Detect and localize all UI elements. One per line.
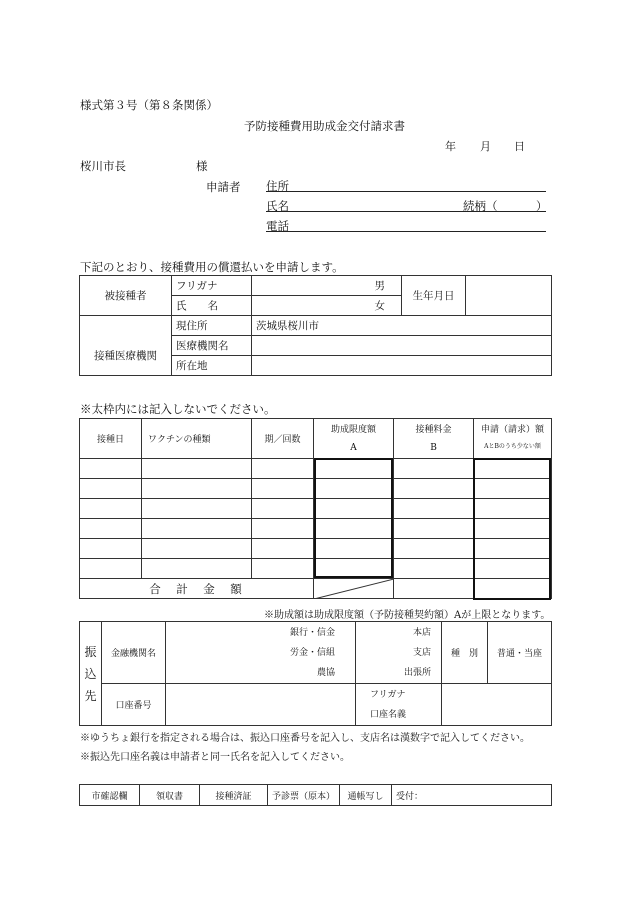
cell-fee[interactable] [394,479,474,499]
vaccinee-label: 被接種者 [80,276,172,316]
cell-dose[interactable] [252,499,314,519]
header-claim-label: 申請（請求）額 [480,425,544,435]
cell-dose[interactable] [252,459,314,479]
header-limit [314,419,394,459]
cell-vaccine[interactable] [142,539,252,559]
bank-table [79,621,552,726]
form-number: 様式第３号（第８条関係） [80,98,218,112]
applicant-address-line[interactable] [266,191,546,192]
cell-dose[interactable] [252,519,314,539]
header-limit-sub: A [350,442,357,453]
date-year-label: 年 [445,140,456,153]
recipient-name: 桜川市長 [80,159,126,173]
applicant-phone-line[interactable] [266,231,546,232]
header-claim [474,419,552,459]
cell-vaccine[interactable] [142,479,252,499]
cell-date[interactable] [80,519,142,539]
applicant-relation-close: ） [536,199,548,213]
date-month-label: 月 [480,140,491,153]
office-confirm-label: 市確認欄 [80,785,140,806]
cell-date[interactable] [80,559,142,579]
cell-vaccine[interactable] [142,499,252,519]
cell-date[interactable] [80,539,142,559]
cell-date[interactable] [80,459,142,479]
office-passbook-check: 通帳写し [340,785,392,806]
vaccinee-table [79,275,552,376]
applicant-relation-label: 続柄（ [463,199,498,213]
office-use-table [79,784,552,806]
office-received-label: 受付： [392,785,552,806]
header-claim-sub: AとBのうち少ない額 [484,443,541,450]
bank-type-field[interactable] [166,622,356,684]
applicant-label: 申請者 [206,180,241,194]
applicant-name-line[interactable] [266,211,546,212]
holder-label [356,684,442,726]
cell-dose[interactable] [252,539,314,559]
thick-frame-limit [314,458,393,578]
account-kind-label: 種 別 [442,622,488,684]
header-fee [394,419,474,459]
applicant-name-label: 氏名 [266,199,289,213]
gender-female[interactable]: 女 [252,296,402,316]
bank-type-3: 農協 [316,667,335,678]
cell-fee[interactable] [394,559,474,579]
holder-name-field[interactable] [442,684,552,726]
branch-type-2: 支店 [412,647,431,658]
institution-name-label: 医療機関名 [172,336,252,356]
account-number-label: 口座番号 [102,684,166,726]
cell-fee[interactable] [394,459,474,479]
cell-vaccine[interactable] [142,559,252,579]
cell-fee[interactable] [394,519,474,539]
bank-type-2: 労金・信組 [289,647,335,658]
header-date: 接種日 [80,419,142,459]
note-japan-post: ※ゆうちょ銀行を指定される場合は、振込口座番号を記入し、支店名は漢数字で記入してください。 [80,733,530,744]
total-fee-cell[interactable] [394,579,474,599]
intro-text: 下記のとおり、接種費用の償還払いを申請します。 [80,260,344,274]
header-fee-label: 接種料金 [415,424,452,435]
applicant-phone-label: 電話 [266,219,289,233]
diagonal-slash [314,579,394,599]
name-label: 氏 名 [172,296,252,316]
header-limit-label: 助成限度額 [330,424,376,435]
cell-fee[interactable] [394,499,474,519]
institution-name-field[interactable] [252,336,552,356]
birthdate-field[interactable] [466,276,552,316]
branch-type-3: 出張所 [403,667,431,678]
thick-frame-note: ※太枠内には記入しないでください。 [80,402,276,416]
total-limit-cell [314,579,394,599]
transfer-char-3: 先 [84,688,97,703]
page-title: 予防接種費用助成金交付請求書 [244,119,405,133]
transfer-section-label [80,622,102,726]
transfer-char-1: 振 [84,644,97,659]
institution-group-label: 接種医療機関 [80,336,172,376]
cell-dose[interactable] [252,559,314,579]
cell-vaccine[interactable] [142,519,252,539]
cell-dose[interactable] [252,479,314,499]
branch-type-1: 本店 [412,627,431,638]
cell-fee[interactable] [394,539,474,559]
date-day-label: 日 [514,140,525,153]
gender-male[interactable]: 男 [252,276,402,296]
holder-furigana-label: フリガナ [370,689,406,700]
birthdate-label: 生年月日 [402,276,466,316]
cell-date[interactable] [80,499,142,519]
cell-date[interactable] [80,479,142,499]
office-vaccinated-check: 接種済証 [200,785,268,806]
institution-location-field[interactable] [252,356,552,376]
header-dose: 期／回数 [252,419,314,459]
transfer-char-2: 込 [84,666,97,681]
institution-location-label: 所在地 [172,356,252,376]
current-address-label: 現住所 [172,316,252,336]
total-label: 合 計 金 額 [80,579,314,599]
account-kind-value[interactable]: 普通・当座 [488,622,552,684]
applicant-address-label: 住所 [266,179,289,193]
account-number-field[interactable] [166,684,356,726]
limit-note: ※助成額は助成限度額（予防接種契約額）Aが上限となります。 [264,610,551,621]
furigana-label: フリガナ [172,276,252,296]
office-prescreen-check: 予診票（原本） [268,785,340,806]
note-account-holder: ※振込先口座名義は申請者と同一氏名を記入してください。 [80,752,350,763]
recipient-honorific: 様 [196,159,208,173]
bank-name-label: 金融機関名 [102,622,166,684]
header-vaccine: ワクチンの種類 [142,419,252,459]
current-address-value[interactable]: 茨城県桜川市 [252,316,552,336]
office-receipt-check: 領収書 [140,785,200,806]
blank-cell [80,316,172,336]
holder-name-label: 口座名義 [370,709,407,720]
branch-type-field[interactable] [356,622,442,684]
thick-frame-claim [473,458,551,600]
header-fee-sub: B [430,442,437,453]
bank-type-1: 銀行・信金 [289,627,335,638]
cell-vaccine[interactable] [142,459,252,479]
